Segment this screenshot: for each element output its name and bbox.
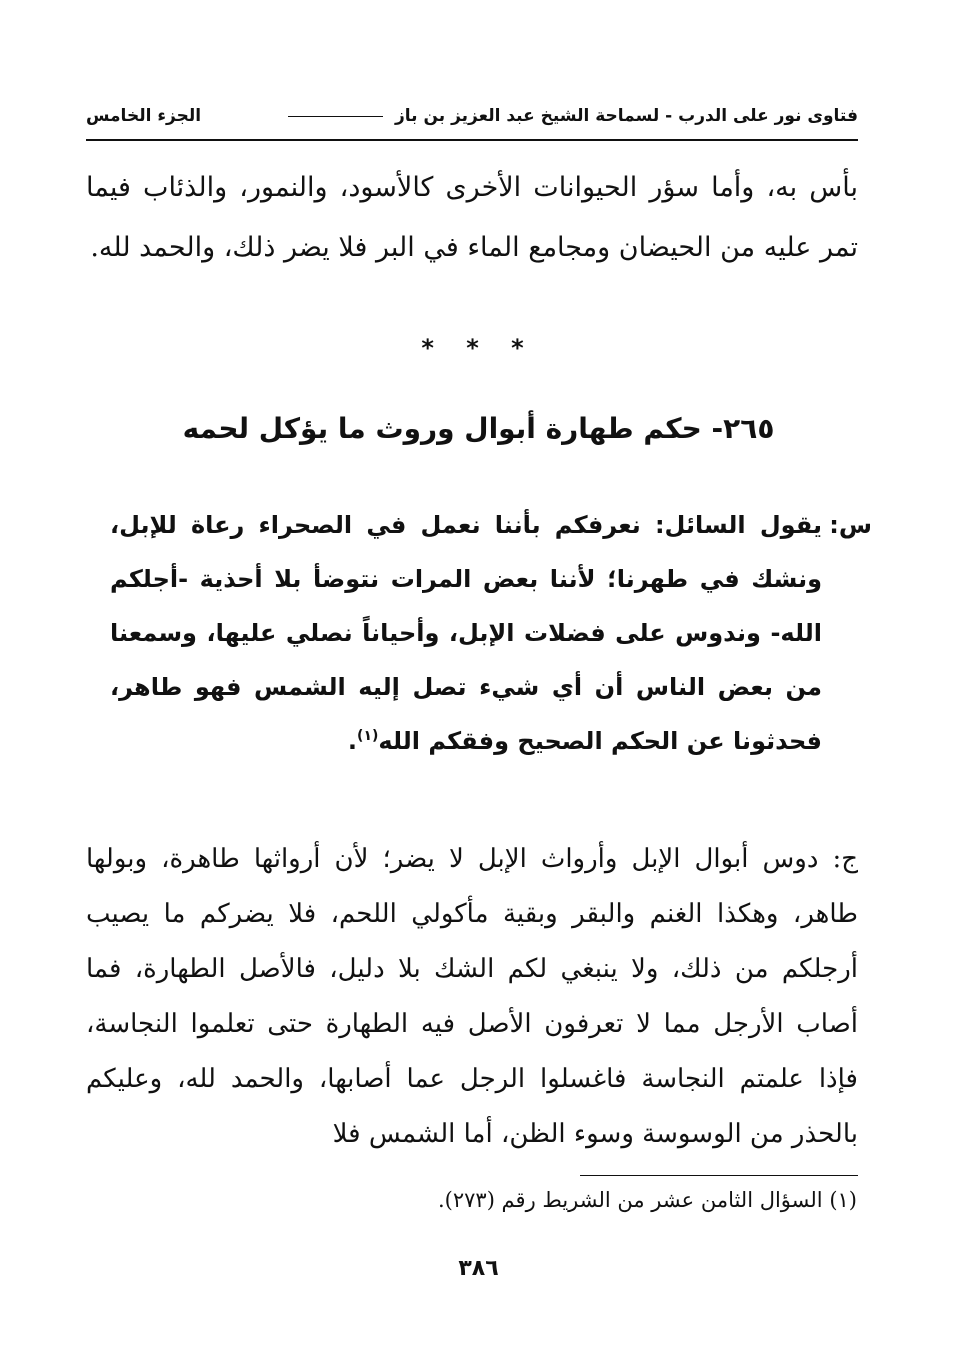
answer-label: ج: xyxy=(832,844,859,874)
footnote-text: السؤال الثامن عشر من الشريط رقم (٢٧٣). xyxy=(437,1188,823,1212)
answer-text: دوس أبوال الإبل وأرواث الإبل لا يضر؛ لأن أرواثها طاهرة، وبولها طاهر، وهكذا الغنم والبقر وبقية مأكولي اللحم، فلا يضركم ما يصيب أرجلكم من ذلك، ولا ينبغي لكم الشك بلا دليل، فالأصل الطهارة، فما أصاب الأرجل مما لا تعرفون الأصل فيه الطهارة حتى تعلموا النجاسة، فإذا علمتم النجاسة فاغسلوا الرجل عما أصابها، والحمد لله، وعليكم بالحذر من الوسوسة وسوء الظن، أما الشمس فلا xyxy=(86,844,858,1149)
running-header-book-title: فتاوى نور على الدرب - لسماحة الشيخ عبد العزيز بن باز xyxy=(395,106,858,126)
answer-block xyxy=(86,832,858,1162)
question-text: يقول السائل: نعرفكم بأننا نعمل في الصحراء رعاة للإبل، ونشك في طهرنا؛ لأننا بعض المرات نتوضأ بلا أحذية -أجلكم الله- وندوس على فضلات الإبل، وأحياناً نصلي عليها، وسمعنا من بعض الناس أن أي شيء تصل إليه الشمس فهو طاهر، فحدثونا عن الحكم الصحيح وفقكم الله xyxy=(110,511,822,755)
running-header-book-title-group xyxy=(280,106,858,126)
section-title: ٢٦٥- حكم طهارة أبوال وروث ما يؤكل لحمه xyxy=(182,412,775,445)
running-header-volume: الجزء الخامس xyxy=(86,106,202,126)
footnote-rule xyxy=(580,1175,858,1176)
footnote xyxy=(97,1182,857,1218)
question-footnote-ref: (١) xyxy=(357,728,379,744)
section-separator: * * * xyxy=(421,334,536,362)
question-end: . xyxy=(347,727,358,755)
question-text-wrap xyxy=(110,498,822,768)
header-rule xyxy=(86,139,858,141)
question-label: س: xyxy=(829,511,872,539)
footnote-marker: (١) xyxy=(829,1188,857,1212)
page-number: ٣٨٦ xyxy=(458,1256,499,1281)
question-block xyxy=(110,498,872,768)
running-header xyxy=(86,96,858,136)
continuation-paragraph: بأس به، وأما سؤر الحيوانات الأخرى كالأسود، والنمور، والذئاب فيما تمر عليه من الحيضان ومجامع الماء في البر فلا يضر ذلك، والحمد لله. xyxy=(86,172,858,263)
running-header-dash xyxy=(288,116,383,117)
